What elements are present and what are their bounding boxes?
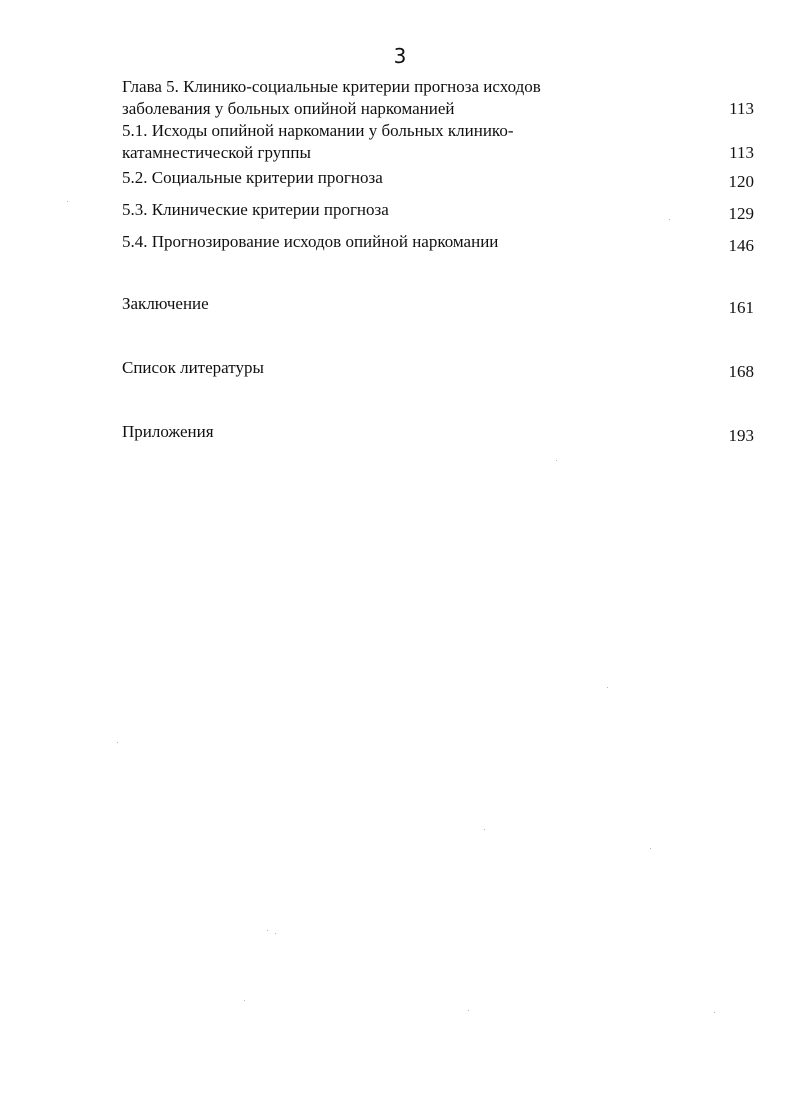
toc-page-number: 161 [728,298,754,317]
scan-speck [714,1012,715,1013]
toc-entry-conclusion [122,293,754,319]
toc-entry-text [122,167,642,189]
toc-page-number: 168 [728,362,754,381]
toc-page-number: 120 [728,172,754,191]
scan-speck [556,460,557,461]
toc-entry-section-5-3 [122,199,754,225]
toc-entry-text [122,421,642,443]
scan-speck [484,829,485,830]
scan-speck [650,848,651,849]
toc-entry-line: 5.1. Исходы опийной наркомании у больных клинико- [122,121,514,140]
toc-entry-section-5-1 [122,120,754,164]
toc-entry-references [122,357,754,383]
scan-speck [468,1010,469,1011]
toc-entry-text [122,231,642,253]
toc-entry-line: Приложения [122,422,214,441]
toc-entry-text [122,120,642,164]
scan-speck [117,742,118,743]
toc-page-number: 113 [729,99,754,118]
toc-page-number: 146 [728,236,754,255]
scan-speck [607,687,608,688]
toc-entry-line: Заключение [122,294,209,313]
toc-entry-text [122,76,642,120]
toc-entry-appendices [122,421,754,447]
page-number: 3 [393,44,407,68]
toc-entry-line: Глава 5. Клинико-социальные критерии прогноза исходов [122,77,541,96]
scan-speck [669,219,670,220]
toc-entry-text [122,357,642,379]
toc-entry-text [122,199,642,221]
toc-entry-section-5-4 [122,231,754,257]
scan-speck [275,933,276,934]
scan-speck [267,930,268,931]
toc-entry-chapter-5 [122,76,754,120]
toc-entry-line: 5.3. Клинические критерии прогноза [122,200,389,219]
toc-page-number: 193 [728,426,754,445]
toc-page-number: 129 [728,204,754,223]
scan-speck [244,1000,245,1001]
toc-entry-line: катамнестической группы [122,143,311,162]
toc-page-number: 113 [729,143,754,162]
toc-entry-line: 5.4. Прогнозирование исходов опийной наркомании [122,232,499,251]
toc-entry-line: 5.2. Социальные критерии прогноза [122,168,383,187]
toc-entry-text [122,293,642,315]
toc-entry-line: Список литературы [122,358,264,377]
toc-entry-section-5-2 [122,167,754,193]
scan-speck [67,201,68,202]
toc-entry-line: заболевания у больных опийной наркоманией [122,99,455,118]
